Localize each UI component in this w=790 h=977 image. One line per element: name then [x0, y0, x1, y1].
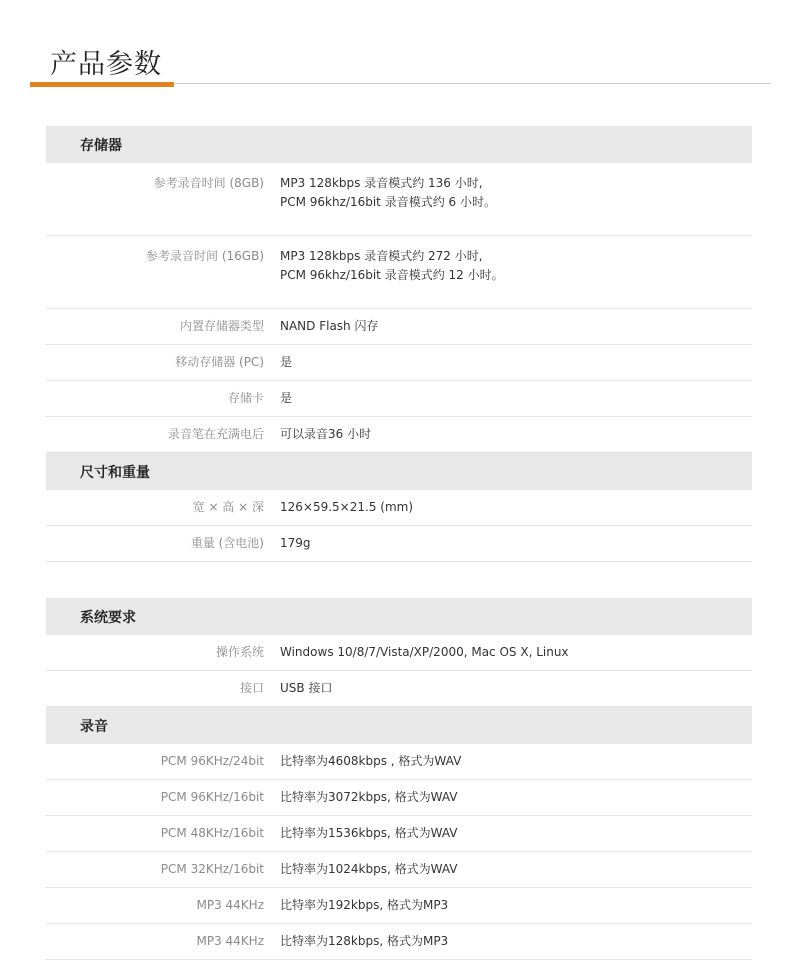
- spec-label: 存储卡: [227, 391, 264, 405]
- spec-row: [46, 635, 752, 671]
- page-title: 产品参数: [50, 49, 162, 80]
- spec-value: 比特率为4608kbps , 格式为WAV: [280, 754, 462, 768]
- spec-value: 是: [280, 391, 293, 405]
- spec-row: [46, 671, 752, 707]
- spec-label: MP3 44KHz: [196, 934, 264, 948]
- spec-value: 比特率为192kbps, 格式为MP3: [280, 898, 449, 912]
- spec-label: 接口: [239, 681, 264, 695]
- spec-label: PCM 48KHz/16bit: [160, 826, 264, 840]
- spec-row: [46, 780, 752, 816]
- spec-row: [46, 888, 752, 924]
- spec-row: [46, 417, 752, 453]
- spec-row: [46, 345, 752, 381]
- title-accent-bar: [30, 82, 174, 87]
- spec-value: 179g: [280, 536, 311, 550]
- section-heading-dimensions: 尺寸和重量: [46, 453, 752, 490]
- spec-table: [46, 126, 752, 960]
- spec-value: 可以录音36 小时: [280, 427, 372, 441]
- spec-row: [46, 309, 752, 345]
- spec-value: 比特率为1536kbps, 格式为WAV: [280, 826, 458, 840]
- spec-row: [46, 163, 752, 236]
- spec-label: PCM 32KHz/16bit: [160, 862, 264, 876]
- spec-row: [46, 526, 752, 562]
- spec-value: Windows 10/8/7/Vista/XP/2000, Mac OS X, Linux: [280, 645, 569, 659]
- spec-value: 是: [280, 355, 293, 369]
- spec-label: 操作系统: [215, 645, 264, 659]
- spec-label: PCM 96KHz/16bit: [160, 790, 264, 804]
- spec-row: [46, 381, 752, 417]
- spec-value: [264, 174, 496, 212]
- spec-label: 重量 (含电池): [190, 536, 264, 550]
- spec-value: 比特率为3072kbps, 格式为WAV: [280, 790, 458, 804]
- spec-value-line: MP3 128kbps 录音模式约 136 小时,: [280, 176, 483, 190]
- spec-value-line: PCM 96khz/16bit 录音模式约 6 小时。: [280, 195, 496, 209]
- spec-label: 宽 × 高 × 深: [192, 500, 264, 514]
- spec-row: [46, 852, 752, 888]
- spec-label: MP3 44KHz: [196, 898, 264, 912]
- spec-value-line: PCM 96khz/16bit 录音模式约 12 小时。: [280, 268, 504, 282]
- spec-row: [46, 924, 752, 960]
- spec-value: 126×59.5×21.5 (mm): [280, 500, 414, 514]
- section-heading-storage: 存储器: [46, 126, 752, 163]
- spec-row: [46, 816, 752, 852]
- spec-row: [46, 744, 752, 780]
- spec-label: 参考录音时间 (8GB): [153, 176, 264, 190]
- spec-label: 内置存储器类型: [179, 319, 264, 333]
- section-heading-recording: 录音: [46, 707, 752, 744]
- spec-label: 移动存储器 (PC): [175, 355, 264, 369]
- spec-value: USB 接口: [280, 681, 333, 695]
- section-spacer: [46, 562, 752, 598]
- spec-label: 参考录音时间 (16GB): [146, 249, 264, 263]
- spec-row: [46, 236, 752, 309]
- section-heading-system: 系统要求: [46, 598, 752, 635]
- spec-value-line: MP3 128kbps 录音模式约 272 小时,: [280, 249, 483, 263]
- spec-value: 比特率为128kbps, 格式为MP3: [280, 934, 449, 948]
- spec-value: 比特率为1024kbps, 格式为WAV: [280, 862, 458, 876]
- spec-label: PCM 96KHz/24bit: [160, 754, 264, 768]
- spec-value: [264, 247, 504, 285]
- spec-label: 录音笔在充满电后: [167, 427, 264, 441]
- spec-row: [46, 490, 752, 526]
- spec-value: NAND Flash 闪存: [280, 319, 379, 333]
